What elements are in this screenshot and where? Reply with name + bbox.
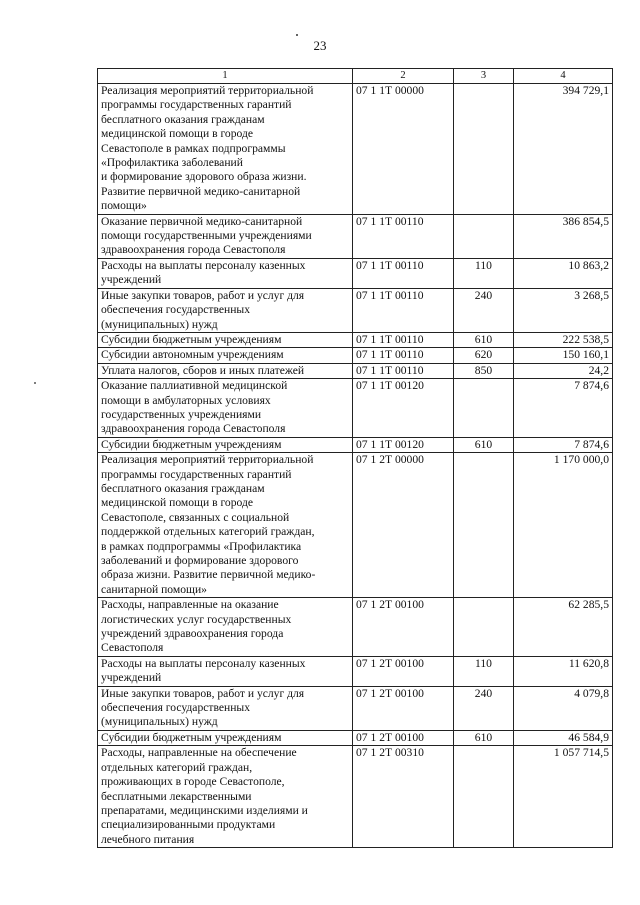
table-row [98, 288, 613, 332]
row-code: 07 1 2Т 00100 [353, 686, 454, 730]
table-row [98, 84, 613, 215]
row-expense-kind: 610 [454, 437, 514, 452]
row-name: Уплата налогов, сборов и иных платежей [98, 363, 353, 378]
row-expense-kind [454, 214, 514, 258]
table-row [98, 332, 613, 347]
table-row [98, 453, 613, 598]
row-code: 07 1 1Т 00120 [353, 379, 454, 438]
row-name: Иные закупки товаров, работ и услуг для обеспечения государственных (муниципальных) нужд [98, 288, 353, 332]
row-expense-kind: 240 [454, 686, 514, 730]
scan-speck [296, 34, 298, 36]
row-expense-kind [454, 379, 514, 438]
row-amount: 3 268,5 [514, 288, 613, 332]
row-amount: 7 874,6 [514, 379, 613, 438]
row-name: Оказание первичной медико-санитарной помощи государственными учреждениями здравоохранения города Севастополя [98, 214, 353, 258]
row-expense-kind: 110 [454, 258, 514, 288]
row-amount: 46 584,9 [514, 730, 613, 745]
row-amount: 24,2 [514, 363, 613, 378]
row-amount: 150 160,1 [514, 348, 613, 363]
budget-table [97, 68, 613, 848]
row-code: 07 1 2Т 00100 [353, 730, 454, 745]
page-number: 23 [313, 38, 327, 53]
table-header-row [98, 69, 613, 84]
row-amount: 222 538,5 [514, 332, 613, 347]
column-header-2: 2 [353, 69, 454, 84]
row-code: 07 1 1Т 00000 [353, 84, 454, 215]
row-code: 07 1 1Т 00110 [353, 363, 454, 378]
table-row [98, 214, 613, 258]
table-row [98, 730, 613, 745]
table-row [98, 379, 613, 438]
row-code: 07 1 1Т 00110 [353, 332, 454, 347]
row-amount: 10 863,2 [514, 258, 613, 288]
row-name: Реализация мероприятий территориальной программы государственных гарантий бесплатного оказания гражданам медицинской помощи в городе Севастополе в рамках подпрограммы «Профилактика заболеваний и формирование здорового образа жизни. Развитие первичной медико-санитарной помощи» [98, 84, 353, 215]
table-row [98, 686, 613, 730]
row-amount: 4 079,8 [514, 686, 613, 730]
row-code: 07 1 2Т 00310 [353, 746, 454, 848]
row-expense-kind: 620 [454, 348, 514, 363]
row-amount: 7 874,6 [514, 437, 613, 452]
row-code: 07 1 1Т 00110 [353, 214, 454, 258]
row-code: 07 1 2Т 00000 [353, 453, 454, 598]
row-expense-kind: 110 [454, 656, 514, 686]
column-header-3: 3 [454, 69, 514, 84]
row-amount: 62 285,5 [514, 598, 613, 657]
row-code: 07 1 1Т 00110 [353, 288, 454, 332]
row-expense-kind: 610 [454, 332, 514, 347]
row-amount: 394 729,1 [514, 84, 613, 215]
row-name: Оказание паллиативной медицинской помощи в амбулаторных условиях государственных учреждениями здравоохранения города Севастополя [98, 379, 353, 438]
row-name: Субсидии автономным учреждениям [98, 348, 353, 363]
row-code: 07 1 1Т 00120 [353, 437, 454, 452]
table-body [98, 84, 613, 848]
row-name: Расходы, направленные на оказание логистических услуг государственных учреждений здравоохранения города Севастополя [98, 598, 353, 657]
row-name: Иные закупки товаров, работ и услуг для обеспечения государственных (муниципальных) нужд [98, 686, 353, 730]
row-name: Реализация мероприятий территориальной программы государственных гарантий бесплатного оказания гражданам медицинской помощи в городе Севастополе, связанных с социальной поддержкой отдельных категорий граждан, в рамках подпрограммы «Профилактика заболеваний и формирование здорового образа жизни. Развитие первичной медико- санитарной помощи» [98, 453, 353, 598]
row-expense-kind [454, 453, 514, 598]
table-row [98, 437, 613, 452]
row-amount: 1 057 714,5 [514, 746, 613, 848]
row-name: Субсидии бюджетным учреждениям [98, 730, 353, 745]
scan-speck [34, 382, 36, 384]
row-expense-kind [454, 598, 514, 657]
table-row [98, 746, 613, 848]
row-name: Субсидии бюджетным учреждениям [98, 437, 353, 452]
row-amount: 1 170 000,0 [514, 453, 613, 598]
row-expense-kind: 850 [454, 363, 514, 378]
column-header-4: 4 [514, 69, 613, 84]
row-expense-kind [454, 84, 514, 215]
row-amount: 11 620,8 [514, 656, 613, 686]
row-name: Расходы на выплаты персоналу казенных учреждений [98, 258, 353, 288]
row-code: 07 1 2Т 00100 [353, 656, 454, 686]
row-expense-kind: 240 [454, 288, 514, 332]
column-header-1: 1 [98, 69, 353, 84]
row-expense-kind [454, 746, 514, 848]
table-row [98, 363, 613, 378]
row-amount: 386 854,5 [514, 214, 613, 258]
row-name: Субсидии бюджетным учреждениям [98, 332, 353, 347]
row-code: 07 1 1Т 00110 [353, 258, 454, 288]
row-name: Расходы на выплаты персоналу казенных учреждений [98, 656, 353, 686]
table-row [98, 598, 613, 657]
row-code: 07 1 2Т 00100 [353, 598, 454, 657]
row-code: 07 1 1Т 00110 [353, 348, 454, 363]
row-expense-kind: 610 [454, 730, 514, 745]
table-row [98, 258, 613, 288]
row-name: Расходы, направленные на обеспечение отдельных категорий граждан, проживающих в городе Севастополе, бесплатными лекарственными препаратами, медицинскими изделиями и специализированными продуктами лечебного питания [98, 746, 353, 848]
table-row [98, 348, 613, 363]
table-row [98, 656, 613, 686]
